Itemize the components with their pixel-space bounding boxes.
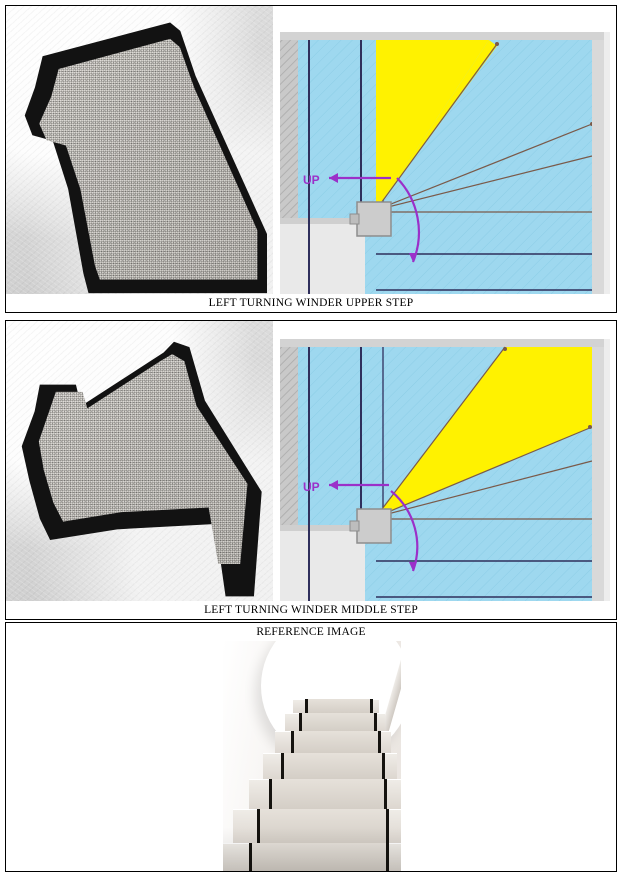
- winder-upper-step-panel: [5, 5, 617, 313]
- stair-runner: [269, 779, 387, 809]
- tread-grey-fabric: [24, 347, 267, 583]
- panel-body-upper: [6, 6, 616, 294]
- reference-image-panel: [5, 622, 617, 872]
- caption-text-middle: LEFT TURNING WINDER MIDDLE STEP: [204, 604, 418, 616]
- panel-caption-reference: [6, 623, 616, 641]
- winder-plan-upper: [273, 6, 616, 294]
- floor-shadow: [223, 827, 401, 871]
- reference-body: [6, 641, 616, 871]
- stair-runner: [291, 731, 381, 753]
- panel-caption-upper: [6, 294, 616, 312]
- winder-plan-middle: [273, 321, 616, 601]
- winder-plan-middle-svg: [273, 321, 616, 601]
- stair-runner: [305, 699, 373, 713]
- caption-text-upper: LEFT TURNING WINDER UPPER STEP: [208, 297, 414, 309]
- up-label-upper: UP: [303, 173, 320, 187]
- carpet-tread-photo-middle: [6, 321, 273, 601]
- carpet-tread-photo-upper: [6, 6, 273, 294]
- winder-middle-step-panel: [5, 320, 617, 620]
- up-label-middle: UP: [303, 480, 320, 494]
- stair-runner: [299, 713, 377, 731]
- reference-staircase-photo: [223, 641, 401, 871]
- winder-plan-upper-svg: [273, 6, 616, 294]
- panel-caption-middle: [6, 601, 616, 619]
- carpet-tread-shape-middle: [14, 331, 272, 599]
- carpet-tread-shape-upper: [12, 14, 267, 294]
- panel-body-middle: [6, 321, 616, 601]
- stair-runner: [281, 753, 385, 779]
- caption-text-reference: REFERENCE IMAGE: [256, 626, 366, 638]
